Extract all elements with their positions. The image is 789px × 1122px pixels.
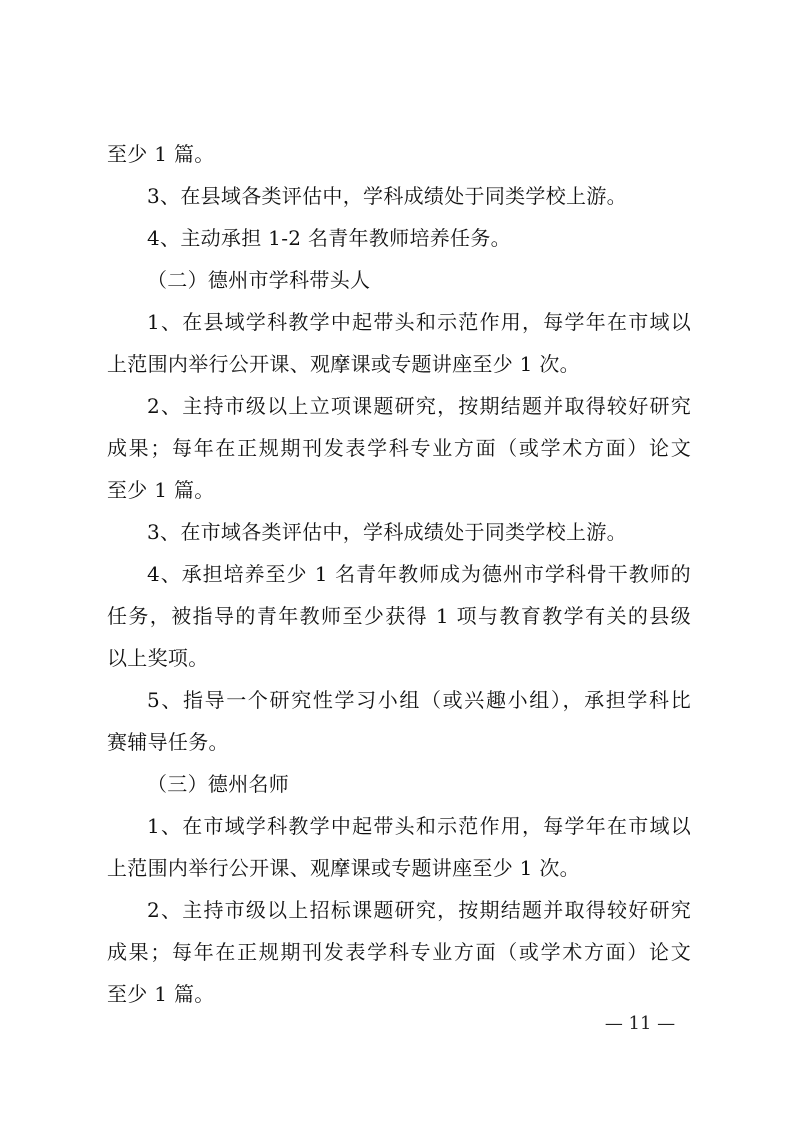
page-number: — 11 — [604, 1013, 676, 1034]
body-line: 成果；每年在正规期刊发表学科专业方面（或学术方面）论文 [107, 436, 691, 460]
body-line: 1、在市域学科教学中起带头和示范作用，每学年在市域以 [147, 814, 691, 838]
body-line: 至少 1 篇。 [107, 142, 215, 166]
body-line: 5、指导一个研究性学习小组（或兴趣小组），承担学科比 [147, 688, 691, 712]
body-line: 3、在市域各类评估中，学科成绩处于同类学校上游。 [147, 520, 627, 544]
body-line: 2、主持市级以上立项课题研究，按期结题并取得较好研究 [147, 394, 691, 418]
body-line: 任务，被指导的青年教师至少获得 1 项与教育教学有关的县级 [107, 604, 691, 628]
section-heading: （三）德州名师 [147, 772, 290, 796]
body-line: 1、在县域学科教学中起带头和示范作用，每学年在市域以 [147, 310, 691, 334]
body-line: 4、承担培养至少 1 名青年教师成为德州市学科骨干教师的 [147, 562, 691, 586]
body-line: 上范围内举行公开课、观摩课或专题讲座至少 1 次。 [107, 352, 580, 376]
body-line: 赛辅导任务。 [107, 730, 229, 754]
body-line: 成果；每年在正规期刊发表学科专业方面（或学术方面）论文 [107, 940, 691, 964]
section-heading: （二）德州市学科带头人 [147, 268, 371, 292]
body-line: 3、在县域各类评估中，学科成绩处于同类学校上游。 [147, 184, 627, 208]
body-line: 至少 1 篇。 [107, 478, 215, 502]
body-line: 4、主动承担 1-2 名青年教师培养任务。 [147, 226, 511, 250]
body-line: 上范围内举行公开课、观摩课或专题讲座至少 1 次。 [107, 856, 580, 880]
body-line: 2、主持市级以上招标课题研究，按期结题并取得较好研究 [147, 898, 691, 922]
body-line: 以上奖项。 [107, 646, 209, 670]
body-line: 至少 1 篇。 [107, 982, 215, 1006]
